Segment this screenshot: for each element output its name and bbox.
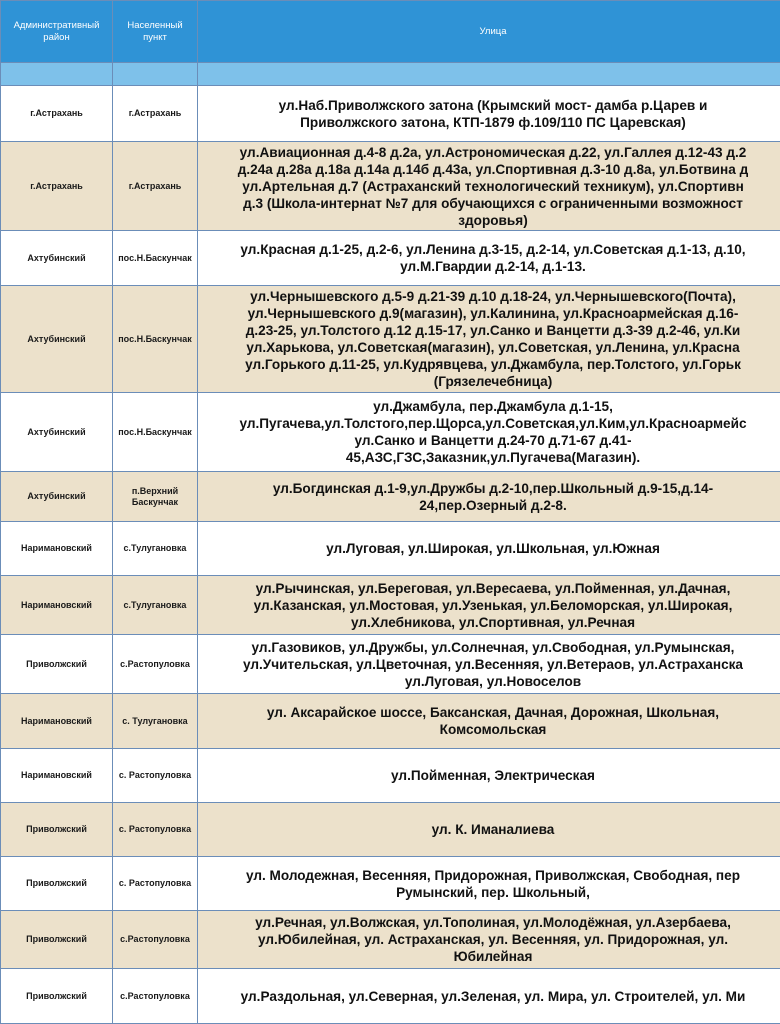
district-cell: г.Астрахань — [1, 142, 113, 231]
table-body — [1, 86, 780, 1024]
table-row — [1, 803, 780, 857]
table-header-row — [1, 1, 780, 63]
district-cell: г.Астрахань — [1, 86, 113, 142]
street-line: ул.Пугачева,ул.Толстого,пер.Щорса,ул.Советская,ул.Ким,ул.Красноармейс — [239, 416, 747, 431]
table-row — [1, 576, 780, 635]
street-cell — [198, 857, 780, 911]
street-line: ул.Горького д.11-25, ул.Кудрявцева, ул.Джамбула, пер.Толстого, ул.Горьк — [245, 357, 741, 372]
column-header-locality: Населенный пункт — [113, 1, 198, 63]
street-line: ул.Харькова, ул.Советская(магазин), ул.Советская, ул.Ленина, ул.Красна — [246, 340, 740, 355]
district-cell: Ахтубинский — [1, 393, 113, 472]
street-line: Комсомольская — [439, 722, 547, 737]
district-cell: Ахтубинский — [1, 286, 113, 393]
street-line: Приволжского затона, КТП-1879 ф.109/110 ПС Царевская) — [300, 114, 686, 130]
locality-cell: пос.Н.Баскунчак — [113, 393, 198, 472]
table-row — [1, 142, 780, 231]
street-line: ул.М.Гвардии д.2-14, д.1-13. — [400, 259, 586, 274]
table-row — [1, 231, 780, 286]
street-line: д.24а д.28а д.18а д.14а д.14б д.43а, ул.Спортивная д.3-10 д.8а, ул.Ботвина д — [237, 161, 749, 177]
street-line: 45,АЗС,ГЗС,Заказник,ул.Пугачева(Магазин). — [345, 450, 641, 465]
locality-cell: с. Тулугановка — [113, 694, 198, 749]
locality-cell: с. Растопуловка — [113, 857, 198, 911]
locality-cell: с. Растопуловка — [113, 803, 198, 857]
street-line: ул.Пойменная, Электрическая — [391, 768, 595, 783]
street-cell — [198, 749, 780, 803]
locality-cell: г.Астрахань — [113, 142, 198, 231]
street-line: ул. Молодежная, Весенняя, Придорожная, Приволжская, Свободная, пер — [245, 867, 741, 883]
table-row — [1, 969, 780, 1024]
table-row — [1, 694, 780, 749]
table-row — [1, 286, 780, 393]
locality-cell: г.Астрахань — [113, 86, 198, 142]
table-row — [1, 749, 780, 803]
locality-cell: с.Растопуловка — [113, 911, 198, 969]
street-line: ул.Наб.Приволжского затона (Крымский мост- дамба р.Царев и — [278, 97, 708, 113]
locality-cell: с.Тулугановка — [113, 576, 198, 635]
district-cell: Ахтубинский — [1, 472, 113, 522]
district-cell: Наримановский — [1, 576, 113, 635]
subheader-cell — [1, 63, 113, 86]
locality-cell: с. Растопуловка — [113, 749, 198, 803]
street-line: ул.Хлебникова, ул.Спортивная, ул.Речная — [350, 614, 636, 630]
district-cell: Наримановский — [1, 749, 113, 803]
street-cell — [198, 969, 780, 1024]
street-cell — [198, 142, 780, 231]
street-line: ул.Газовиков, ул.Дружбы, ул.Солнечная, ул.Свободная, ул.Румынская, — [251, 639, 735, 655]
street-cell — [198, 472, 780, 522]
locality-cell: пос.Н.Баскунчак — [113, 286, 198, 393]
table-row — [1, 472, 780, 522]
locality-cell: с.Растопуловка — [113, 969, 198, 1024]
subheader-cell — [198, 63, 780, 86]
street-line: ул.Учительская, ул.Цветочная, ул.Весенняя, ул.Ветераов, ул.Астраханска — [243, 656, 743, 672]
table-row — [1, 522, 780, 576]
district-cell: Приволжский — [1, 803, 113, 857]
street-line: ул. К. Иманалиева — [431, 822, 555, 837]
street-cell — [198, 803, 780, 857]
street-cell — [198, 86, 780, 142]
street-line: ул. Аксарайское шоссе, Баксанская, Дачная, Дорожная, Школьная, — [266, 705, 720, 720]
street-cell — [198, 576, 780, 635]
district-cell: Наримановский — [1, 694, 113, 749]
street-line: д.23-25, ул.Толстого д.12 д.15-17, ул.Санко и Ванцетти д.3-39 д.2-46, ул.Ки — [245, 323, 741, 338]
street-line: ул.Джамбула, пер.Джамбула д.1-15, — [373, 399, 613, 414]
street-line: ул.Казанская, ул.Мостовая, ул.Узенькая, ул.Беломорская, ул.Широкая, — [253, 597, 733, 613]
street-line: ул.Луговая, ул.Широкая, ул.Школьная, ул.Южная — [326, 541, 660, 556]
street-cell — [198, 635, 780, 694]
street-line: д.3 (Школа-интернат №7 для обучающихся с ограниченными возможност — [243, 195, 743, 211]
street-line: ул.Санко и Ванцетти д.24-70 д.71-67 д.41- — [354, 433, 632, 448]
street-line: Юбилейная — [453, 949, 533, 964]
street-line: ул.Речная, ул.Волжская, ул.Тополиная, ул.Молодёжная, ул.Азербаева, — [255, 915, 731, 930]
district-cell: Приволжский — [1, 969, 113, 1024]
street-line: Румынский, пер. Школьный, — [396, 884, 590, 900]
locality-cell: пос.Н.Баскунчак — [113, 231, 198, 286]
street-line: ул.Чернышевского д.5-9 д.21-39 д.10 д.18-24, ул.Чернышевского(Почта), — [250, 289, 736, 304]
street-cell — [198, 522, 780, 576]
street-cell — [198, 286, 780, 393]
street-line: здоровья) — [458, 212, 528, 228]
street-line: ул.Юбилейная, ул. Астраханская, ул. Весенняя, ул. Придорожная, ул. — [258, 932, 728, 947]
column-header-district: Административный район — [1, 1, 113, 63]
locality-cell: п.Верхний Баскунчак — [113, 472, 198, 522]
street-line: ул.Чернышевского д.9(магазин), ул.Калинина, ул.Красноармейская д.16- — [247, 306, 739, 321]
table-row — [1, 911, 780, 969]
street-cell — [198, 231, 780, 286]
street-line: ул.Луговая, ул.Новоселов — [404, 673, 582, 689]
street-line: ул.Рычинская, ул.Береговая, ул.Вересаева, ул.Пойменная, ул.Дачная, — [255, 580, 731, 596]
district-cell: Приволжский — [1, 911, 113, 969]
table-row — [1, 393, 780, 472]
street-line: ул.Авиационная д.4-8 д.2а, ул.Астрономическая д.22, ул.Галлея д.12-43 д.2 — [239, 144, 747, 160]
street-line: ул.Артельная д.7 (Астраханский технологический техникум), ул.Спортивн — [242, 178, 744, 194]
district-cell: Приволжский — [1, 635, 113, 694]
locality-cell: с.Тулугановка — [113, 522, 198, 576]
street-line: ул.Богдинская д.1-9,ул.Дружбы д.2-10,пер.Школьный д.9-15,д.14- — [272, 480, 714, 496]
district-cell: Ахтубинский — [1, 231, 113, 286]
street-line: ул.Раздольная, ул.Северная, ул.Зеленая, ул. Мира, ул. Строителей, ул. Ми — [240, 988, 746, 1004]
table-row — [1, 857, 780, 911]
table-row — [1, 635, 780, 694]
district-cell: Наримановский — [1, 522, 113, 576]
table-subheader-row — [1, 63, 780, 86]
column-header-street: Улица — [198, 1, 780, 63]
locality-cell: с.Растопуловка — [113, 635, 198, 694]
table-row — [1, 86, 780, 142]
street-cell — [198, 393, 780, 472]
street-line: ул.Красная д.1-25, д.2-6, ул.Ленина д.3-15, д.2-14, ул.Советская д.1-13, д.10, — [240, 242, 746, 257]
district-cell: Приволжский — [1, 857, 113, 911]
street-cell — [198, 694, 780, 749]
street-cell — [198, 911, 780, 969]
street-line: (Грязелечебница) — [433, 374, 553, 389]
street-line: 24,пер.Озерный д.2-8. — [419, 497, 567, 513]
subheader-cell — [113, 63, 198, 86]
